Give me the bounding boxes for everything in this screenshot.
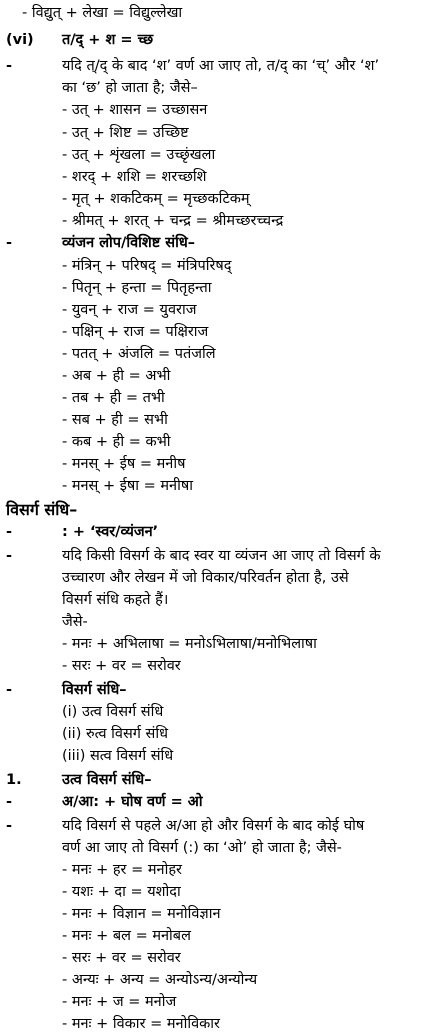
line-text: जैसे- xyxy=(62,614,88,630)
line-text: - उत् + शिष्ट = उच्छिष्ट xyxy=(62,125,189,141)
line-text: - पतत् + अंजलि = पतंजलि xyxy=(62,346,216,362)
line-text: - कब + ही = कभी xyxy=(62,434,171,450)
line-text: अ/आ: + घोष वर्ण = ओ xyxy=(62,794,203,810)
line-marker: 1. xyxy=(6,772,22,788)
line-text: - मनः + ज = मनोज xyxy=(62,994,177,1010)
line-text: - सरः + वर = सरोवर xyxy=(62,950,181,966)
line-text: - सरः + वर = सरोवर xyxy=(62,658,181,674)
line-text: (i) उत्व विसर्ग संधि xyxy=(62,704,164,720)
line-text: - विद्युत् + लेखा = विद्युल्लेखा xyxy=(22,5,183,21)
line-text: - मनस् + ईष = मनीष xyxy=(62,456,186,472)
line-text: उत्व विसर्ग संधि– xyxy=(62,772,152,788)
line-text: - अब + ही = अभी xyxy=(62,368,171,384)
line-text: (ii) रुत्व विसर्ग संधि xyxy=(62,726,169,742)
line-text: - युवन् + राज = युवराज xyxy=(62,302,197,318)
line-text: - मनः + बल = मनोबल xyxy=(62,928,191,944)
line-text: - मनस् + ईषा = मनीषा xyxy=(62,478,193,494)
line-marker: - xyxy=(6,235,13,251)
line-text: - सब + ही = सभी xyxy=(62,412,168,428)
line-text: विसर्ग संधि– xyxy=(62,682,127,698)
line-text: विसर्ग संधि कहते हैं। xyxy=(62,592,169,608)
line-text: : + ‘स्वर/व्यंजन’ xyxy=(62,524,159,540)
line-text: - तब + ही = तभी xyxy=(62,390,165,406)
section-heading: विसर्ग संधि– xyxy=(6,500,78,519)
line-text: - पक्षिन् + राज = पक्षिराज xyxy=(62,324,209,340)
line-text: - पितृन् + हन्ता = पितृहन्ता xyxy=(62,280,212,296)
line-text: व्यंजन लोप/विशिष्ट संधि– xyxy=(62,235,196,251)
line-text: - मनः + विकार = मनोविकार xyxy=(62,1016,220,1032)
line-text: उच्चारण और लेखन में जो विकार/परिवर्तन होता है, उसे xyxy=(62,570,349,586)
line-text: - मनः + अभिलाषा = मनोऽभिलाषा/मनोभिलाषा xyxy=(62,636,317,652)
line-text: यदि विसर्ग से पहले अ/आ हो और विसर्ग के बाद कोई घोष xyxy=(62,818,365,834)
line-text: - शरद् + शशि = शरच्छशि xyxy=(62,169,207,185)
line-text: - उत् + शासन = उच्छासन xyxy=(62,102,208,118)
line-text: - उत् + शृंखला = उच्छृंखला xyxy=(62,147,216,163)
line-marker: - xyxy=(6,794,13,810)
line-marker: - xyxy=(6,548,13,564)
line-text: - मनः + हर = मनोहर xyxy=(62,862,182,878)
line-text: - अन्यः + अन्य = अन्योऽन्य/अन्योन्य xyxy=(62,972,258,988)
line-text: यदि किसी विसर्ग के बाद स्वर या व्यंजन आ जाए तो विसर्ग के xyxy=(62,548,381,564)
line-text: - यशः + दा = यशोदा xyxy=(62,884,181,900)
line-text: - मनः + विज्ञान = मनोविज्ञान xyxy=(62,906,221,922)
line-text: - मंत्रिन् + परिषद् = मंत्रिपरिषद् xyxy=(62,258,232,274)
line-marker: - xyxy=(6,682,13,698)
line-text: यदि त्/द् के बाद ‘श’ वर्ण आ जाए तो, त/द् का ‘च्’ और ‘श’ xyxy=(62,58,380,74)
line-text: त/द् + श = च्छ xyxy=(62,32,154,48)
line-text: वर्ण आ जाए तो विसर्ग (:) का ‘ओ’ हो जाता है; जैसे- xyxy=(62,840,342,856)
line-marker: - xyxy=(6,524,13,540)
line-text: (iii) सत्व विसर्ग संधि xyxy=(62,748,174,764)
line-text: - श्रीमत् + शरत् + चन्द्र = श्रीमच्छरच्चन्द्र xyxy=(62,213,284,229)
line-text: - मृत् + शकटिकम् = मृच्छकटिकम् xyxy=(62,191,250,207)
line-marker: - xyxy=(6,818,13,834)
line-text: का ‘छ’ हो जाता है; जैसे– xyxy=(62,80,198,96)
line-marker: - xyxy=(6,58,13,74)
line-marker: (vi) xyxy=(6,32,34,48)
